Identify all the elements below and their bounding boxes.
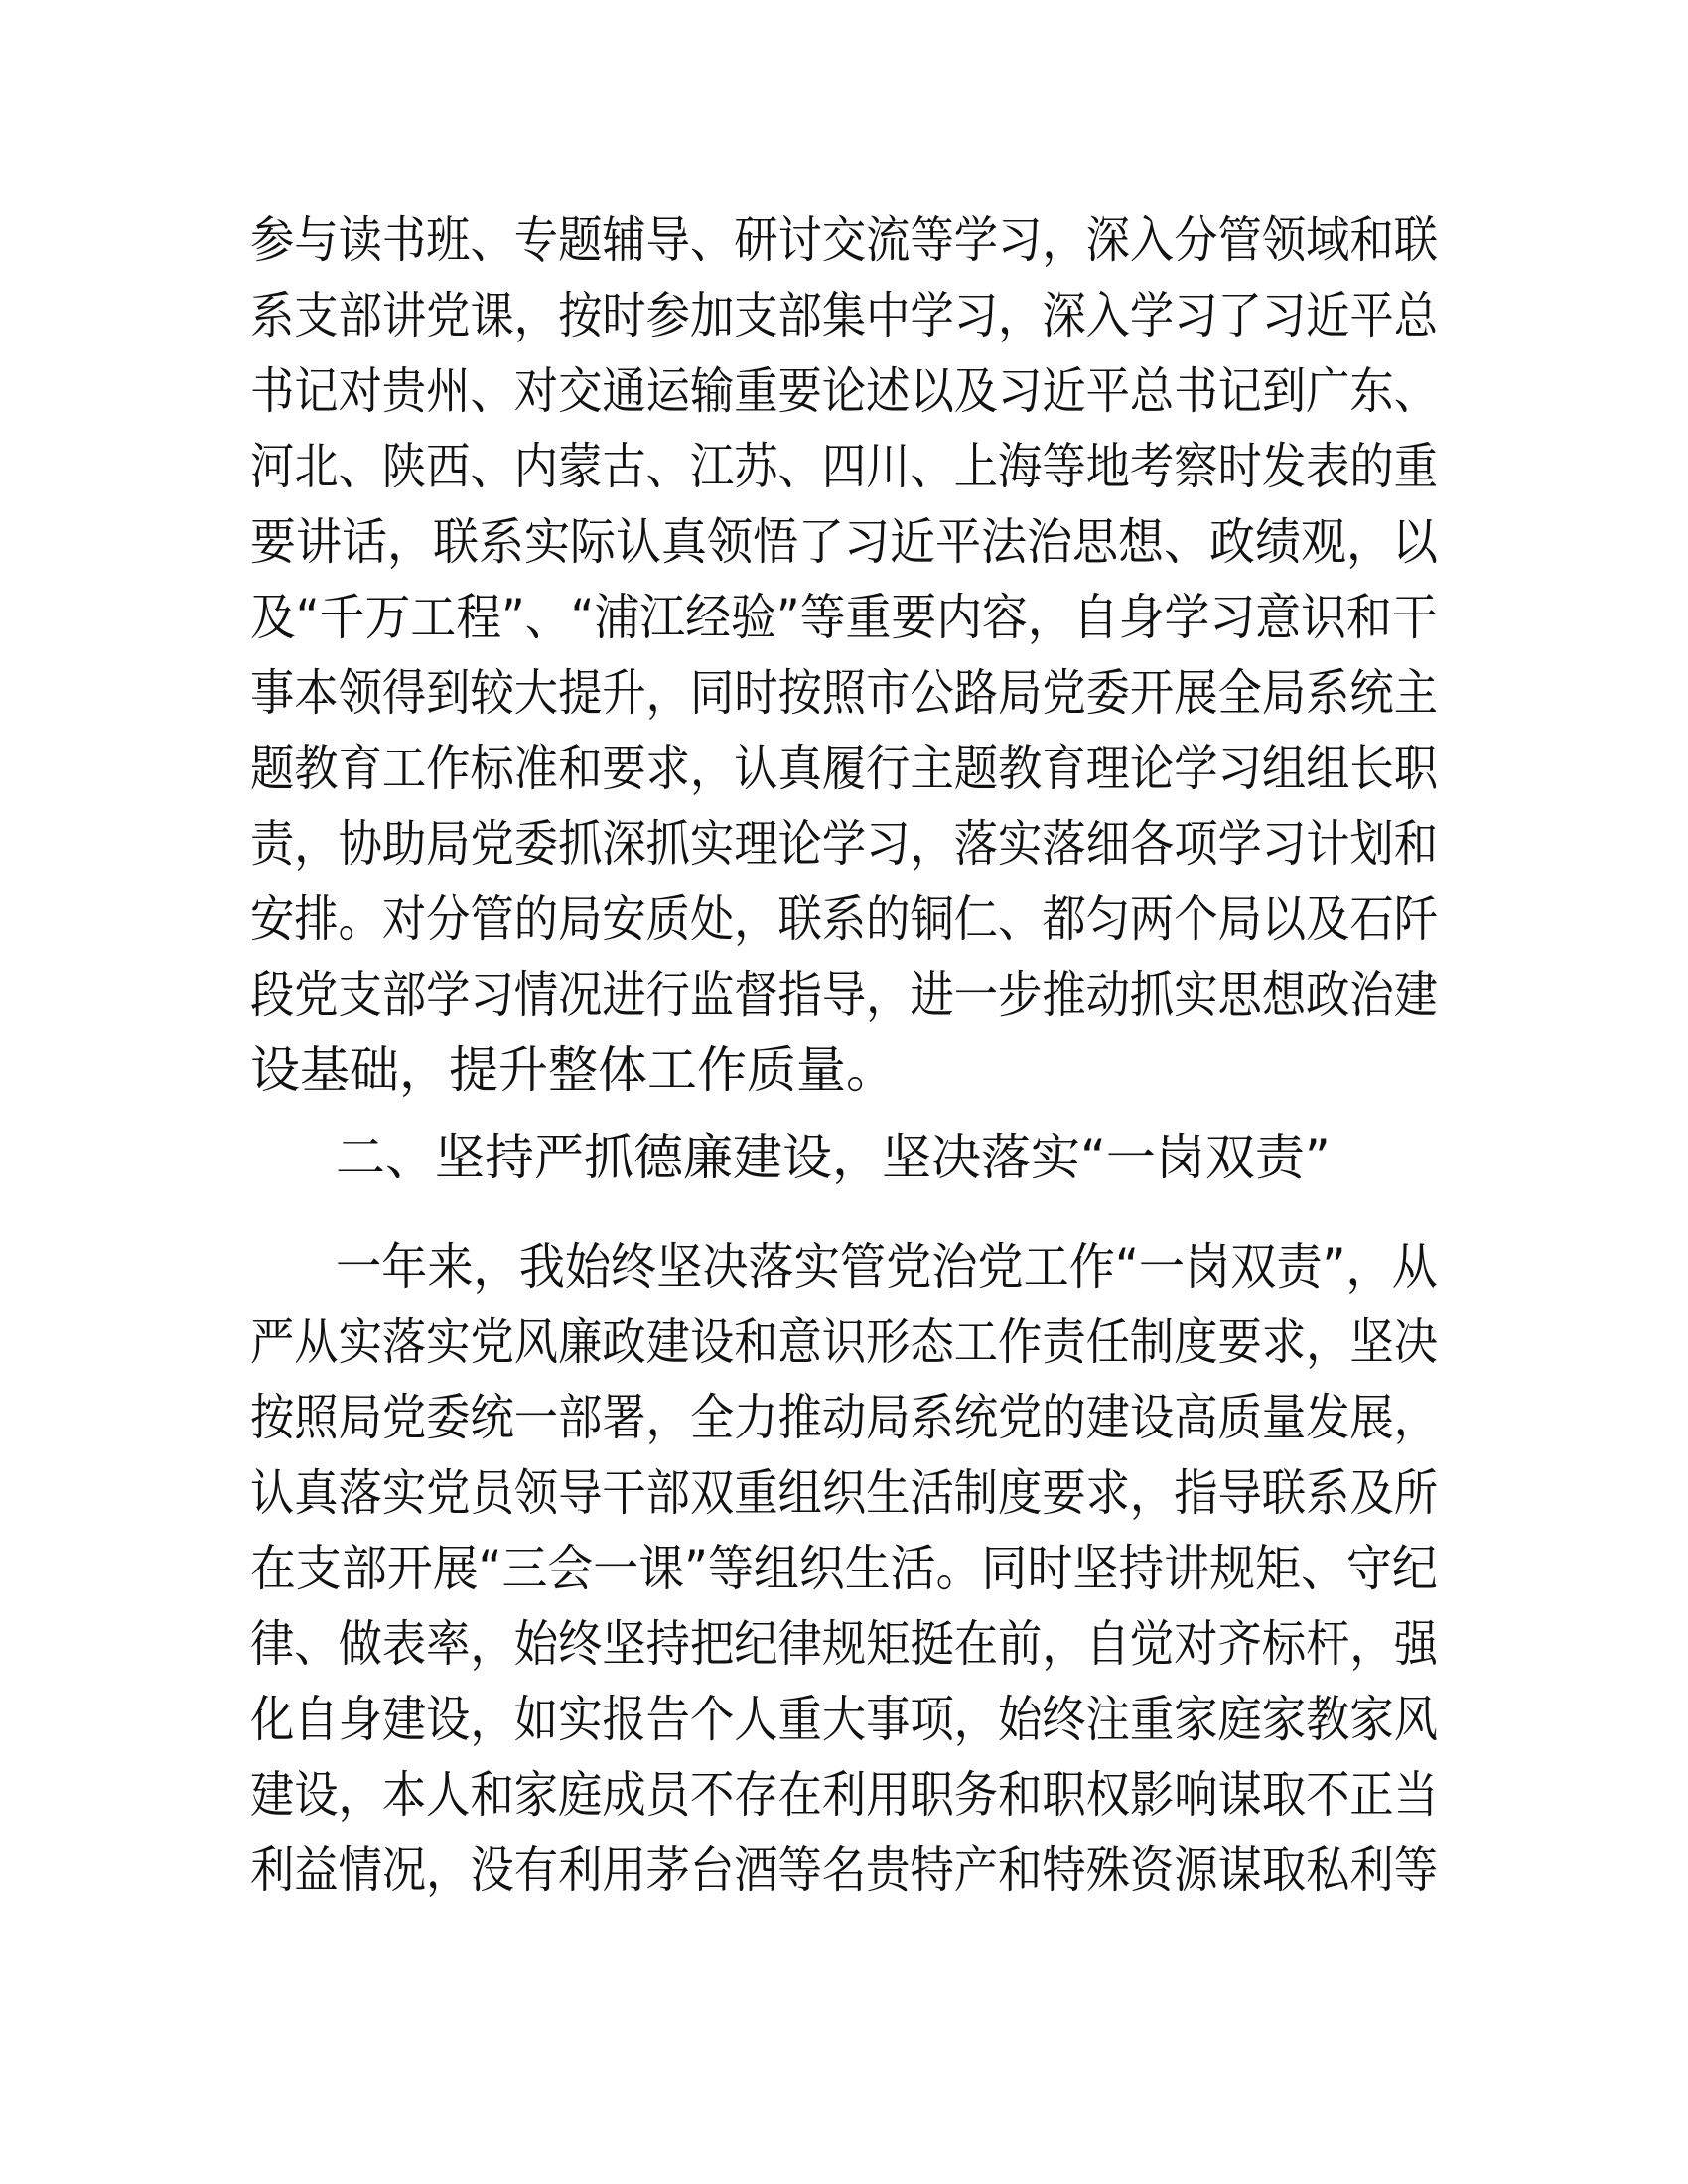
paragraph-line: 按照局党委统一部署，全力推动局系统党的建设高质量发展， xyxy=(250,1389,1438,1446)
paragraph-line: 安排。对分管的局安质处，联系的铜仁、都匀两个局以及石阡 xyxy=(250,890,1438,948)
paragraph-line: 河北、陕西、内蒙古、江苏、四川、上海等地考察时发表的重 xyxy=(250,438,1438,495)
paragraph-line: 责，协助局党委抓深抓实理论学习，落实落细各项学习计划和 xyxy=(250,815,1438,873)
paragraph-line: 化自身建设，如实报告个人重大事项，始终注重家庭家教家风 xyxy=(250,1691,1438,1748)
paragraph-line: 参与读书班、专题辅导、研讨交流等学习，深入分管领域和联 xyxy=(250,211,1438,269)
paragraph-line: 书记对贵州、对交通运输重要论述以及习近平总书记到广东、 xyxy=(250,362,1438,420)
paragraph-line: 律、做表率，始终坚持把纪律规矩挺在前，自觉对齐标杆，强 xyxy=(250,1615,1438,1673)
paragraph-line: 建设，本人和家庭成员不存在利用职务和职权影响谋取不正当 xyxy=(250,1766,1438,1824)
paragraph-line: 设基础，提升整体工作质量。 xyxy=(250,1041,896,1099)
paragraph-line: 事本领得到较大提升，同时按照市公路局党委开展全局系统主 xyxy=(250,664,1438,722)
paragraph-line: 一年来，我始终坚决落实管党治党工作“一岗双责”，从 xyxy=(336,1238,1438,1296)
paragraph-line: 认真落实党员领导干部双重组织生活制度要求，指导联系及所 xyxy=(250,1464,1438,1522)
paragraph-line: 在支部开展“三会一课”等组织生活。同时坚持讲规矩、守纪 xyxy=(250,1540,1438,1597)
paragraph-line: 及“千万工程”、“浦江经验”等重要内容，自身学习意识和干 xyxy=(250,589,1438,646)
section-heading: 二、坚持严抓德廉建设，坚决落实“一岗双责” xyxy=(336,1129,1331,1186)
paragraph-line: 利益情况，没有利用茅台酒等名贵特产和特殊资源谋取私利等 xyxy=(250,1842,1438,1899)
paragraph-line: 系支部讲党课，按时参加支部集中学习，深入学习了习近平总 xyxy=(250,287,1438,344)
paragraph-line: 题教育工作标准和要求，认真履行主题教育理论学习组组长职 xyxy=(250,740,1438,797)
paragraph-line: 段党支部学习情况进行监督指导，进一步推动抓实思想政治建 xyxy=(250,966,1438,1024)
paragraph-line: 严从实落实党风廉政建设和意识形态工作责任制度要求，坚决 xyxy=(250,1313,1438,1371)
paragraph-line: 要讲话，联系实际认真领悟了习近平法治思想、政绩观，以 xyxy=(250,513,1438,571)
